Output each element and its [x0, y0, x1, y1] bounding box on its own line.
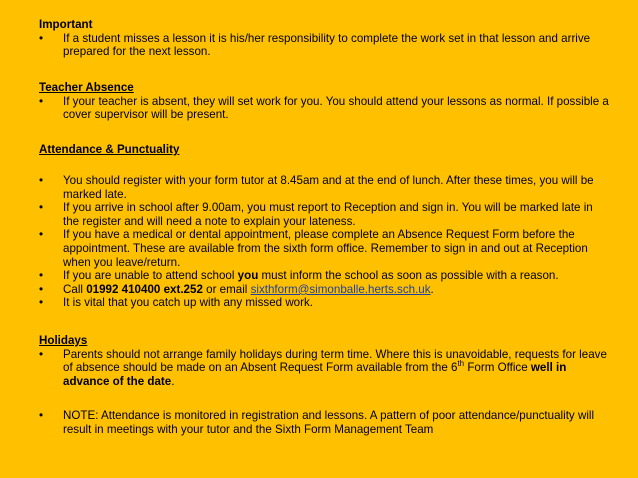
bullet-icon: •	[39, 31, 44, 45]
teacher-absence-section	[39, 81, 609, 122]
bullet-icon: •	[39, 174, 44, 187]
bullet-icon: •	[39, 269, 44, 283]
list-item: • If you have a medical or dental appointment, please complete an Absence Request Form before the appointment. These are available from the sixth form office. Remember to sign in and out at Reception when you leave/return.	[39, 228, 588, 269]
holidays-heading: Holidays	[39, 334, 88, 347]
list-item: • If you are unable to attend school you must inform the school as soon as possible with a reason.	[39, 269, 559, 283]
bullet-icon: •	[39, 228, 44, 242]
list-item: • If you arrive in school after 9.00am, you must report to Reception and sign in. You will be marked late in the register and will need a note to explain your lateness.	[39, 201, 593, 228]
list-item: • Call 01992 410400 ext.252 or email sixthform@simonballe.herts.sch.uk.	[39, 282, 434, 296]
attendance-section	[39, 174, 609, 310]
attendance-heading: Attendance & Punctuality	[39, 143, 180, 156]
bullet-icon: •	[39, 296, 44, 310]
attendance-heading-block	[39, 143, 609, 157]
bullet-icon: •	[39, 347, 44, 361]
teacher-absence-heading: Teacher Absence	[39, 81, 134, 94]
phone-number: 01992 410400 ext.252	[86, 282, 203, 296]
bullet-icon: •	[39, 409, 44, 422]
important-section	[39, 18, 609, 59]
bullet-icon: •	[39, 282, 44, 296]
list-item: • It is vital that you catch up with any missed work.	[39, 296, 314, 310]
important-heading: Important	[39, 18, 93, 31]
bullet-icon: •	[39, 94, 44, 108]
list-item: • If a student misses a lesson it is his/her responsibility to complete the work set in that lesson and arrive prepared for the next lesson.	[39, 31, 591, 59]
list-item: • NOTE: Attendance is monitored in registration and lessons. A pattern of poor attendance/punctuality will result in meetings with your tutor and the Sixth Form Management Team	[39, 409, 595, 436]
bullet-icon: •	[39, 201, 44, 215]
note-section	[39, 409, 609, 436]
holidays-section	[39, 334, 609, 388]
list-item: • Parents should not arrange family holidays during term time. Where this is unavoidable, requests for leave of absence should be made on an Absent Request Form available from the 6th Form Office well in advance of the date.	[39, 347, 607, 388]
email-link[interactable]: sixthform@simonballe.herts.sch.uk	[250, 282, 431, 296]
list-item: • If your teacher is absent, they will set work for you. You should attend your lessons as normal. If possible a cover supervisor will be present.	[39, 94, 609, 122]
list-item: • You should register with your form tutor at 8.45am and at the end of lunch. After these times, you will be marked late.	[39, 174, 594, 201]
